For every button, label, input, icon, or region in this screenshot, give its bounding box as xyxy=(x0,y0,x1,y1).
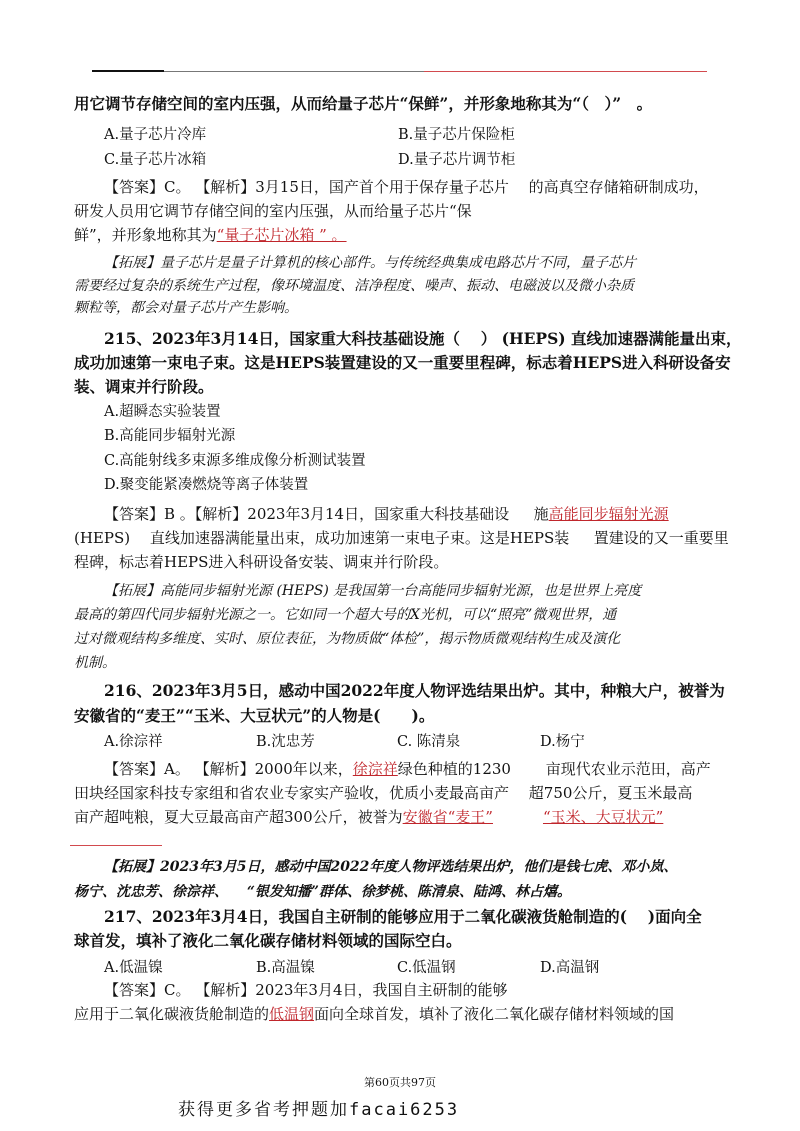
q215-option-d: D.聚变能紧凑燃烧等离子体装置 xyxy=(104,477,309,493)
q215-option-a: A.超瞬态实验装置 xyxy=(104,404,221,420)
q217-option-d: D.高温钢 xyxy=(540,960,600,976)
q216-answer-highlight-name: 徐淙祥 xyxy=(352,760,398,778)
q215-stem-line1: 215、2023年3月14日，国家重大科技基础设施（ ） (HEPS) 直线加速器满能量出束， xyxy=(104,329,742,348)
q215-answer-line3: 程碑，标志着HEPS进入科研设备安装、调束并行阶段。 xyxy=(74,553,449,571)
q215-extension-line4: 机制。 xyxy=(74,655,116,671)
header-rule-gray xyxy=(164,71,424,72)
q216-answer-line1: 【答案】A。 【解析】2000年以来，徐淙祥绿色种植的1230 亩现代农业示范田，高产 xyxy=(104,760,711,778)
q214-option-c: C.量子芯片冰箱 xyxy=(104,152,207,168)
q217-answer-highlight: 低温钢 xyxy=(269,1005,315,1023)
q215-extension-line3: 过对微观结构多维度、实时、原位表征，为物质做“体检”，揭示物质微观结构生成及演化 xyxy=(74,631,621,647)
q216-option-b: B.沈忠芳 xyxy=(256,734,315,750)
q216-stem-line2: 安徽省的“麦王”“玉米、大豆状元”的人物是( )。 xyxy=(74,706,435,725)
q217-option-b: B.高温镍 xyxy=(256,960,315,976)
q215-extension-line1: 【拓展】高能同步辐射光源 (HEPS) 是我国第一台高能同步辐射光源，也是世界上亮度 xyxy=(104,583,642,599)
q214-answer-line1: 【答案】C。 【解析】3月15日，国产首个用于保存量子芯片 的高真空存储箱研制成功， xyxy=(104,178,709,196)
q216-extension-line1: 【拓展】2023年3月5日，感动中国2022年度人物评选结果出炉，他们是钱七虎、邓小岚、 xyxy=(104,859,678,875)
q217-option-c: C.低温钢 xyxy=(397,960,456,976)
q214-answer-line3: 鲜”，并形象地称其为“量子芯片冰箱 ” 。 xyxy=(74,226,347,244)
q216-answer-highlight-title1: 安徽省“麦王” xyxy=(402,808,493,826)
header-rule-red xyxy=(424,71,707,72)
q216-red-underline-rule xyxy=(70,845,162,846)
q214-option-b: B.量子芯片保险柜 xyxy=(398,127,515,143)
header-rule-black xyxy=(92,70,164,72)
q217-option-a: A.低温镍 xyxy=(104,960,163,976)
q214-answer-line2: 研发人员用它调节存储空间的室内压强，从而给量子芯片“保 xyxy=(74,202,472,220)
q216-option-a: A.徐淙祥 xyxy=(104,734,163,750)
q215-option-b: B.高能同步辐射光源 xyxy=(104,428,236,444)
q217-stem-line1: 217、2023年3月4日，我国自主研制的能够应用于二氧化碳液货舱制造的( )面向全 xyxy=(104,907,702,926)
q214-extension-line3: 颗粒等，都会对量子芯片产生影响。 xyxy=(74,300,298,316)
q214-stem-tail: 用它调节存储空间的室内压强，从而给量子芯片“保鲜”，并形象地称其为“（ ）” 。 xyxy=(74,94,653,113)
q215-answer-line2: (HEPS) 直线加速器满能量出束，成功加速第一束电子束。这是HEPS装 置建设的又一重要里 xyxy=(74,529,729,547)
q214-extension-line1: 【拓展】量子芯片是量子计算机的核心部件。与传统经典集成电路芯片不同，量子芯片 xyxy=(104,255,636,271)
q216-stem-line1: 216、2023年3月5日，感动中国2022年度人物评选结果出炉。其中，种粮大户，被誉为 xyxy=(104,681,725,700)
q216-extension-line2: 杨宁、沈忠芳、徐淙祥、 “银发知播”群体、徐梦桃、陈清泉、陆鸿、林占熺。 xyxy=(74,884,571,900)
q217-answer-line1: 【答案】C。 【解析】2023年3月4日，我国自主研制的能够 xyxy=(104,981,508,999)
q214-option-a: A.量子芯片冷库 xyxy=(104,127,207,143)
q216-answer-highlight-title2: “玉米、大豆状元” xyxy=(542,808,664,826)
q215-extension-line2: 最高的第四代同步辐射光源之一。它如同一个超大号的X光机，可以“照亮”微观世界，通 xyxy=(74,607,617,623)
q214-extension-line2: 需要经过复杂的系统生产过程，像环境温度、洁净程度、噪声、振动、电磁波以及微小杂质 xyxy=(74,278,634,294)
q215-answer-line1: 【答案】B 。【解析】2023年3月14日，国家重大科技基础设 施高能同步辐射光源 xyxy=(104,505,669,523)
q216-option-d: D.杨宁 xyxy=(540,734,585,750)
q214-option-d: D.量子芯片调节柜 xyxy=(398,152,516,168)
q216-option-c: C. 陈清泉 xyxy=(397,734,461,750)
q214-answer-highlight: “量子芯片冰箱 ” 。 xyxy=(216,226,347,244)
q216-answer-line3: 亩产超吨粮，夏大豆最高亩产超300公斤，被誉为安徽省“麦王” “玉米、大豆状元” xyxy=(74,808,664,826)
q215-stem-line3: 装、调束并行阶段。 xyxy=(74,377,214,396)
q217-answer-line2: 应用于二氧化碳液货舱制造的低温钢面向全球首发，填补了液化二氧化碳存储材料领域的国 xyxy=(74,1005,675,1023)
page-number: 第60页共97页 xyxy=(364,1076,436,1089)
promo-text: 获得更多省考押题加facai6253 xyxy=(178,1100,460,1120)
q217-stem-line2: 球首发，填补了液化二氧化碳存储材料领域的国际空白。 xyxy=(74,931,462,950)
q215-stem-line2: 成功加速第一束电子束。这是HEPS装置建设的又一重要里程碑，标志着HEPS进入科研设备安 xyxy=(74,353,731,372)
q215-option-c: C.高能射线多束源多维成像分析测试装置 xyxy=(104,453,366,469)
q216-answer-line2: 田块经国家科技专家组和省农业专家实产验收，优质小麦最高亩产 超750公斤，夏玉米最高 xyxy=(74,784,693,802)
q215-answer-highlight: 高能同步辐射光源 xyxy=(548,505,669,523)
